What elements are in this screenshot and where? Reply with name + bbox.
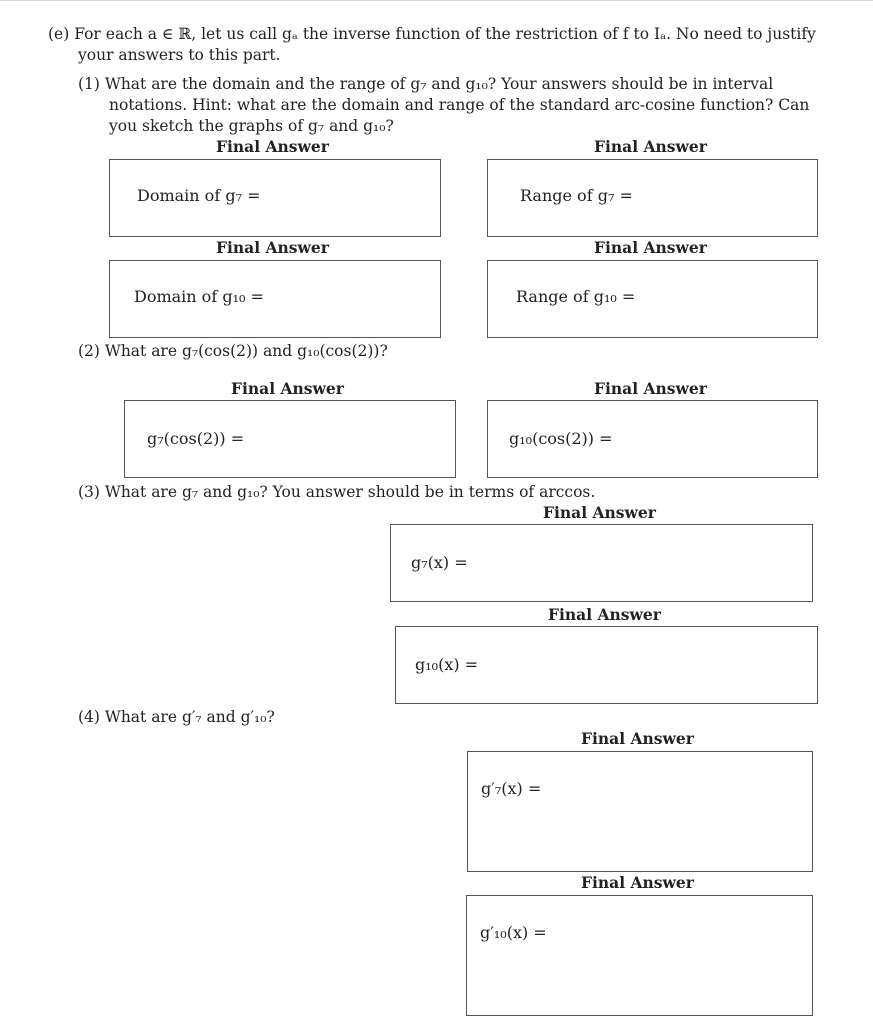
g7-prime-label: g′₇(x) = <box>481 779 542 798</box>
answer-box-g10-prime[interactable] <box>466 895 813 1016</box>
g10-prime-label: g′₁₀(x) = <box>480 923 547 942</box>
intro-line-2: your answers to this part. <box>78 46 281 64</box>
q1-line-1: (1) What are the domain and the range of g₇ and g₁₀? Your answers should be in interval <box>78 75 774 93</box>
q2-text: (2) What are g₇(cos(2)) and g₁₀(cos(2))? <box>78 342 388 360</box>
final-answer-heading: Final Answer <box>594 137 707 156</box>
domain-g10-label: Domain of g₁₀ = <box>134 287 264 306</box>
intro-line-1: (e) For each a ∈ ℝ, let us call gₐ the inverse function of the restriction of f to Iₐ. No need to justify <box>48 25 816 43</box>
top-divider <box>0 0 873 1</box>
q1-line-2: notations. Hint: what are the domain and range of the standard arc-cosine function? Can <box>109 96 810 114</box>
answer-box-g7-cos2[interactable] <box>124 400 456 478</box>
q1-line-3: you sketch the graphs of g₇ and g₁₀? <box>109 117 394 135</box>
final-answer-heading: Final Answer <box>581 729 694 748</box>
final-answer-heading: Final Answer <box>216 238 329 257</box>
final-answer-heading: Final Answer <box>231 379 344 398</box>
final-answer-heading: Final Answer <box>543 503 656 522</box>
q3-text: (3) What are g₇ and g₁₀? You answer should be in terms of arccos. <box>78 483 596 501</box>
answer-box-domain-g7[interactable] <box>109 159 441 237</box>
final-answer-heading: Final Answer <box>216 137 329 156</box>
range-g10-label: Range of g₁₀ = <box>516 287 636 306</box>
answer-box-g7-x[interactable] <box>390 524 813 602</box>
final-answer-heading: Final Answer <box>594 379 707 398</box>
domain-g7-label: Domain of g₇ = <box>137 186 261 205</box>
g10-x-label: g₁₀(x) = <box>415 655 479 674</box>
answer-box-g7-prime[interactable] <box>467 751 813 872</box>
q4-text: (4) What are g′₇ and g′₁₀? <box>78 708 275 726</box>
answer-box-domain-g10[interactable] <box>109 260 441 338</box>
g7-x-label: g₇(x) = <box>411 553 468 572</box>
final-answer-heading: Final Answer <box>594 238 707 257</box>
g7-cos2-label: g₇(cos(2)) = <box>147 429 245 448</box>
final-answer-heading: Final Answer <box>581 873 694 892</box>
range-g7-label: Range of g₇ = <box>520 186 633 205</box>
answer-box-g10-cos2[interactable] <box>487 400 818 478</box>
g10-cos2-label: g₁₀(cos(2)) = <box>509 429 613 448</box>
answer-box-g10-x[interactable] <box>395 626 818 704</box>
final-answer-heading: Final Answer <box>548 605 661 624</box>
answer-box-range-g10[interactable] <box>487 260 818 338</box>
answer-box-range-g7[interactable] <box>487 159 818 237</box>
